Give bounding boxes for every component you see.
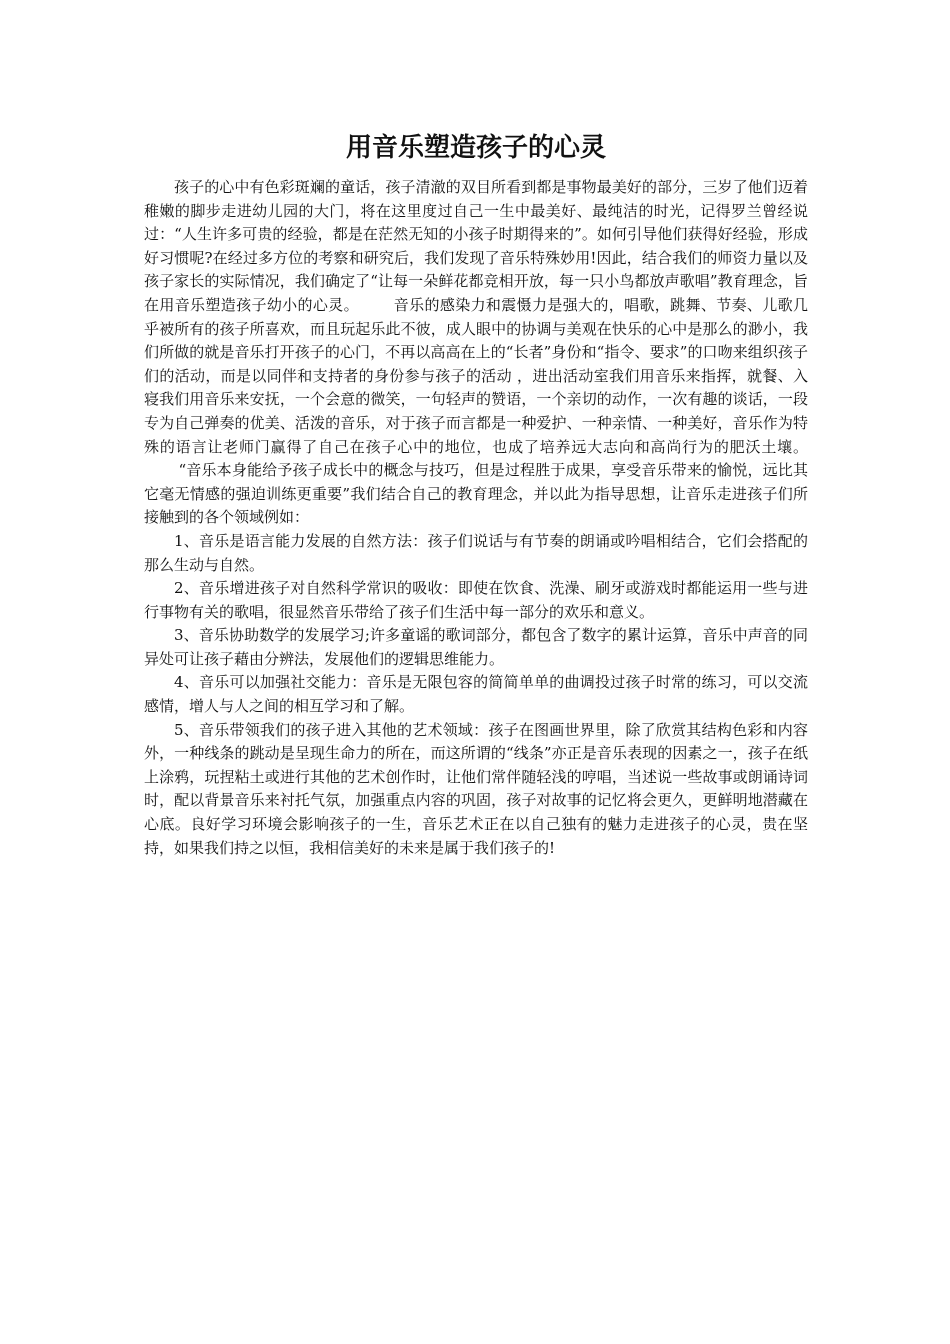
paragraph-1-text: 孩子的心中有色彩斑斓的童话，孩子清澈的双目所看到都是事物最美好的部分，三岁了他们迈着稚嫩的脚步走进幼儿园的大门，将在这里度过自己一生中最美好、最纯洁的时光，记得罗兰曾经说过：“人生许多可贵的经验，都是在茫然无知的小孩子时期得来的”。如何引导他们获得好经验，形成好习惯呢?在经过多方位的考察和研究后，我们发现了音乐特殊妙用!因此，结合我们的师资力量以及孩子家长的实际情况，我们确定了“让每一朵鲜花都竞相开放，每一只小鸟都放声歌唱”教育理念，旨在用音乐塑造孩子幼小的心灵。 (144, 178, 808, 314)
list-item-3: 3、音乐协助数学的发展学习;许多童谣的歌词部分，都包含了数字的累计运算，音乐中声音的同异处可让孩子藉由分辨法，发展他们的逻辑思维能力。 (144, 626, 808, 668)
list-item-5 (144, 719, 808, 861)
item-5-part-2: 孩子在纸上涂鸦，玩捏粘土或进行其他的艺术创作时，让他们常伴随轻浅的哼唱，当述说一些故事或朗诵诗词时，配以背景音乐来衬托气氛，加强重点内容的巩固，孩子对故事的记忆将会更久，更鲜明地潜藏在心底。 (144, 744, 808, 834)
paragraph-2-text: 音乐的感染力和震慑力是强大的，唱歌，跳舞、节奏、儿歌几乎被所有的孩子所喜欢，而且玩起乐此不彼，成人眼中的协调与美观在快乐的心中是那么的渺小，我们所做的就是音乐打开孩子的心门，不再以高高在上的“长者”身份和“指令、要求”的口吻来组织孩子们的活动，而是以同伴和支持者的身份参与孩子的活动 ，进出活动室我们用音乐来指挥，就餐、入寝我们用音乐来安抚，一个会意的微笑，一句轻声的赞语，一个亲切的动作，一次有趣的谈话，一段专为自己弹奏的优美、活泼的音乐，对于孩子而言都是一种爱护、一种亲情、一种美好，音乐作为特殊的语言让老师门赢得了自己在孩子心中的地位，也成了培养远大志向和高尚行为的肥沃土壤。 (144, 295, 808, 456)
document-page (144, 128, 808, 860)
list-item-2: 2、音乐增进孩子对自然科学常识的吸收：即使在饮食、洗澡、刷牙或游戏时都能运用一些与进行事物有关的歌唱，很显然音乐带给了孩子们生活中每一部分的欢乐和意义。 (144, 579, 808, 621)
item-5-lead: 5、音乐带领我们的孩子进入其他的艺术领域： (174, 720, 489, 739)
document-title: 用音乐塑造孩子的心灵 (345, 133, 606, 163)
item-5-part-1: 孩子在图画世界里，除了欣赏其结构色彩和内容外，一种线条的跳动是呈现生命力的所在，而这所谓的“线条”亦正是音乐表现的因素之一， (144, 720, 808, 763)
intro-paragraph (144, 176, 808, 530)
list-item-1: 1、音乐是语言能力发展的自然方法：孩子们说话与有节奏的朗诵或吟唱相结合，它们会搭配的那么生动与自然。 (144, 531, 808, 574)
list-item-4: 4、音乐可以加强社交能力：音乐是无限包容的简简单单的曲调投过孩子时常的练习，可以交流感情，增人与人之间的相互学习和了解。 (144, 673, 808, 716)
item-5-part-3: 良好学习环境会影响孩子的一生，音乐艺术正在以自己独有的魅力走进孩子的心灵，贵在坚持，如果我们持之以恒，我相信美好的未来是属于我们孩子的! (144, 815, 808, 857)
paragraph-3-text: “音乐本身能给予孩子成长中的概念与技巧，但是过程胜于成果，享受音乐带来的愉悦，远比其它毫无情感的强迫训练更重要”我们结合自己的教育理念，并以此为指导思想，让音乐走进孩子们所接触到的各个领域例如： (144, 461, 808, 527)
